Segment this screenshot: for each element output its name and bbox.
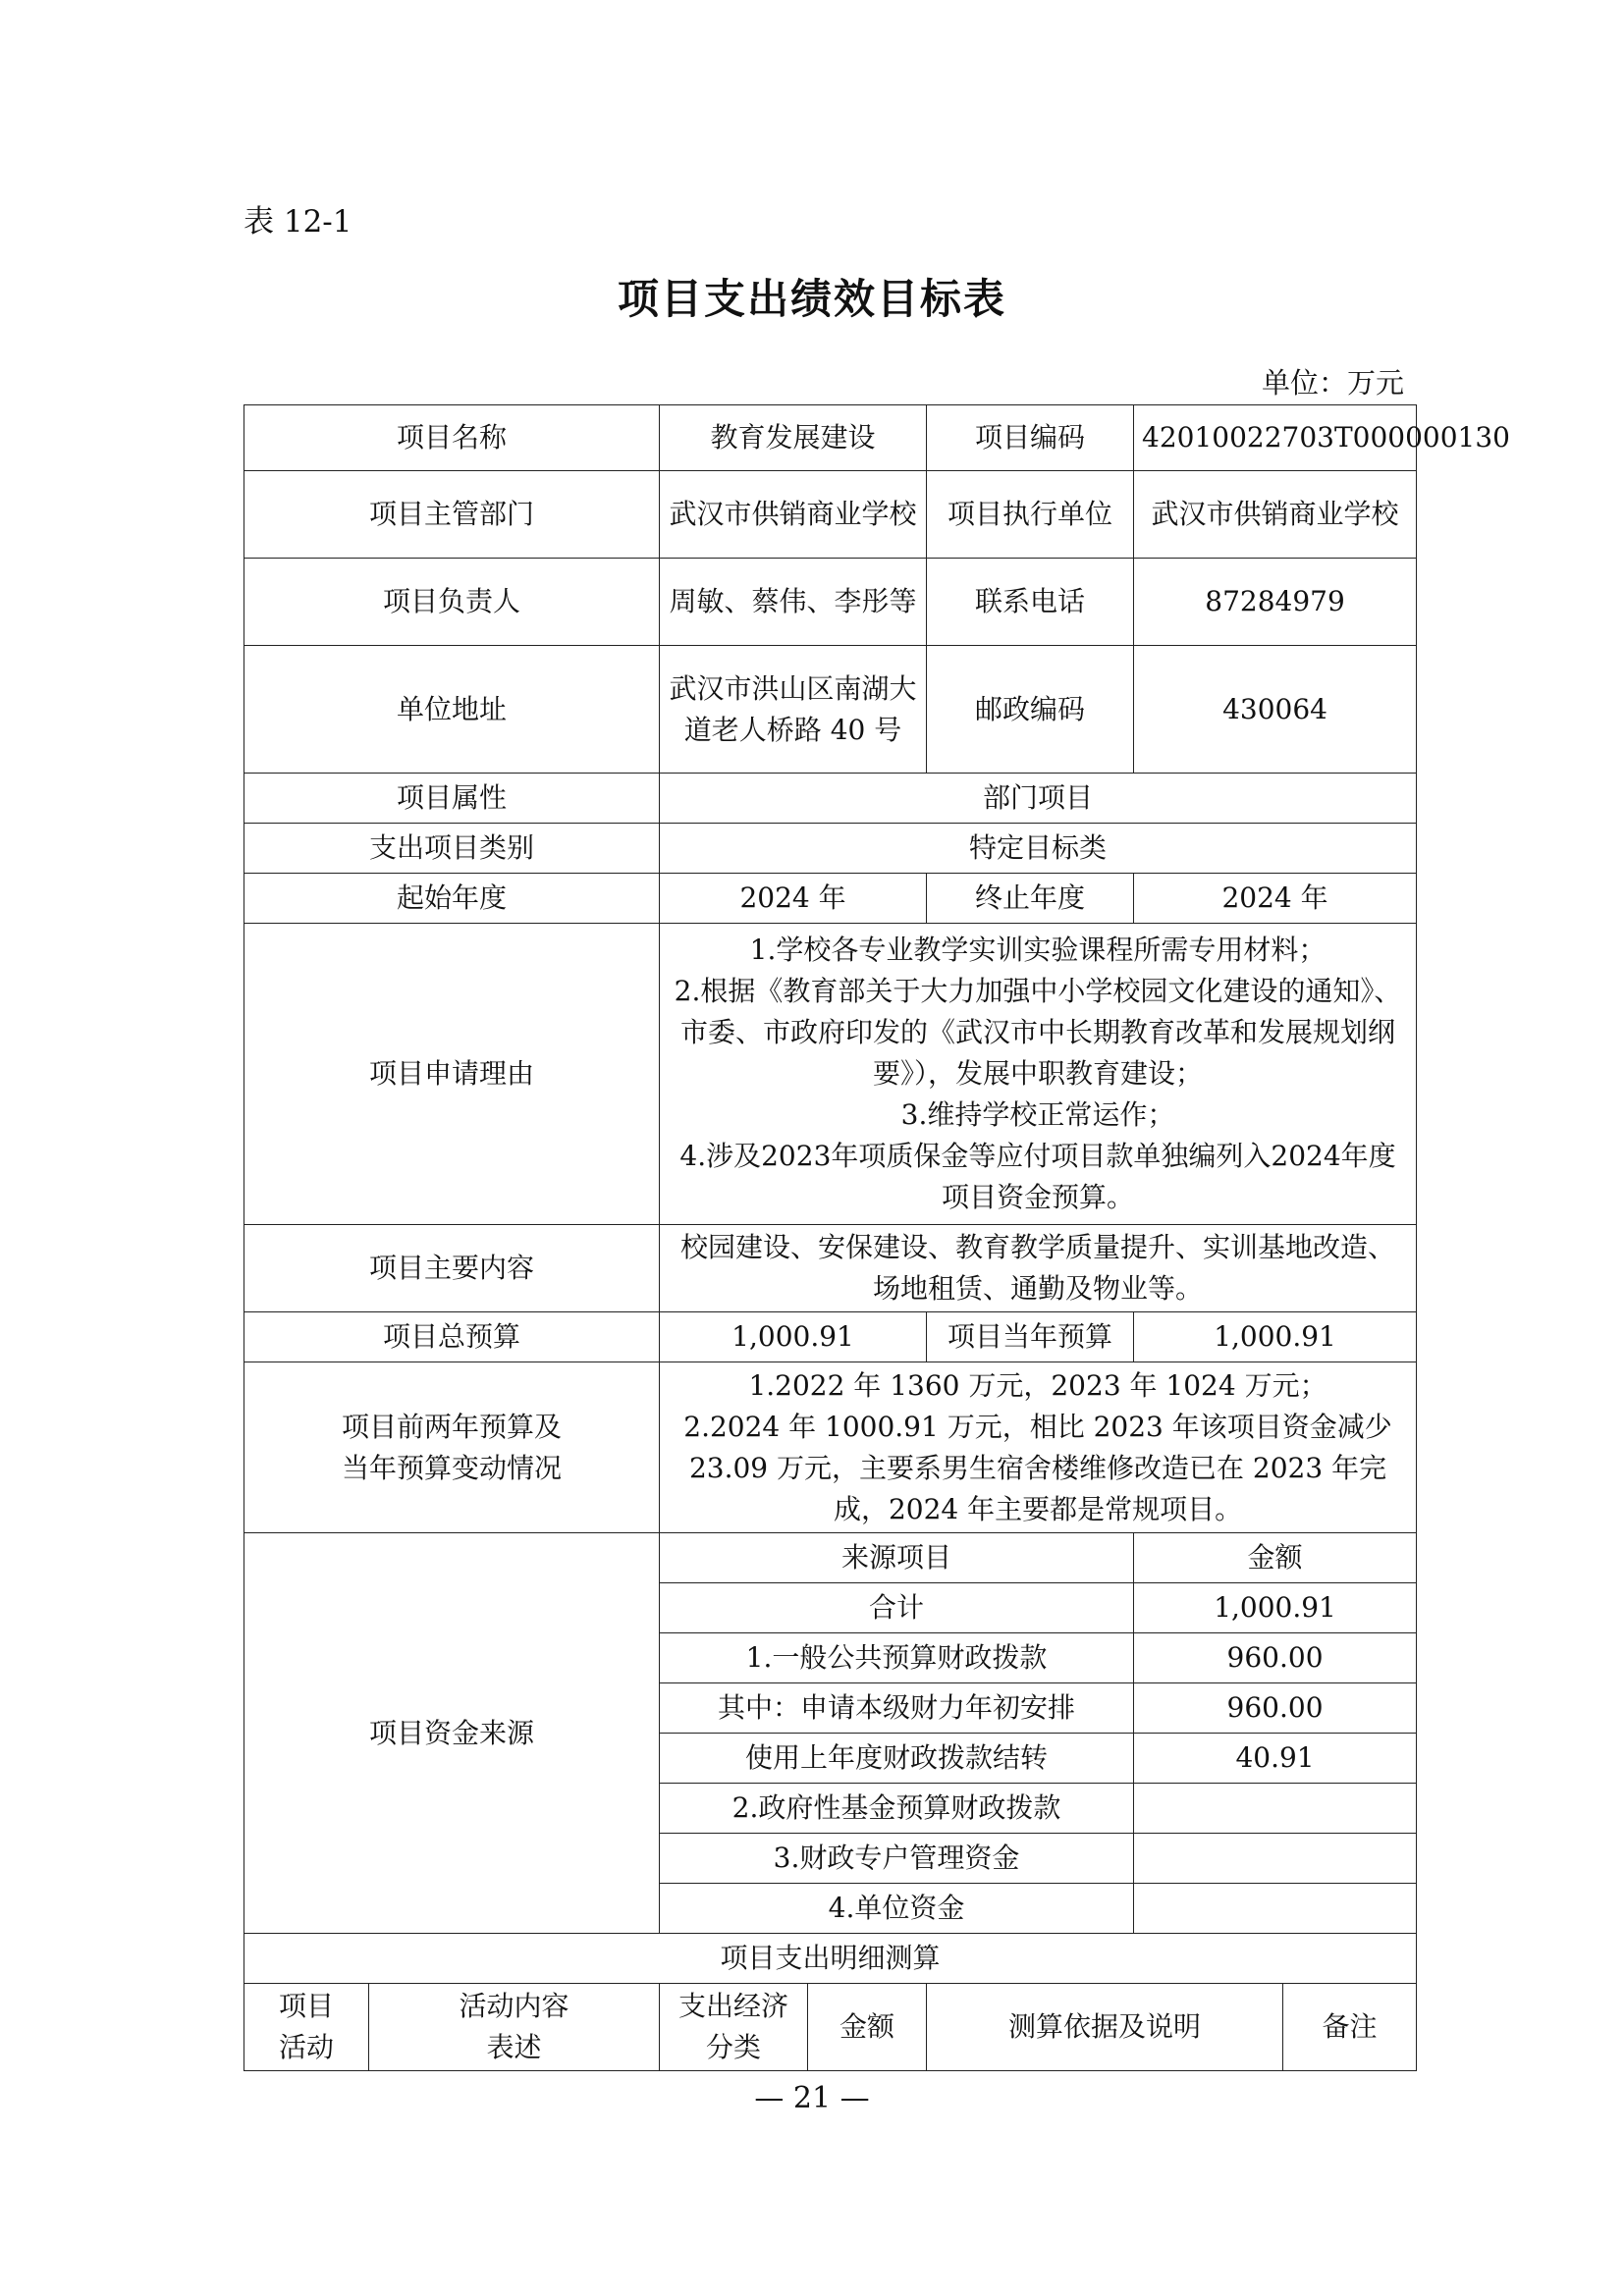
table-row (244, 471, 1417, 559)
reason-text (660, 924, 1417, 1225)
reason-label: 项目申请理由 (244, 924, 660, 1225)
project-code-value: 42010022703T000000130 (1134, 405, 1417, 471)
page-number: — 21 — (754, 2081, 870, 2115)
detail-header-amount: 金额 (808, 1984, 927, 2071)
funding-row-amount (1134, 1834, 1417, 1884)
detail-header-note: 备注 (1283, 1984, 1417, 2071)
attribute-label: 项目属性 (244, 774, 660, 824)
category-label: 支出项目类别 (244, 824, 660, 874)
funding-source-header: 来源项目 (660, 1533, 1134, 1583)
funding-row-name: 2.政府性基金预算财政拨款 (660, 1784, 1134, 1834)
current-budget-value: 1,000.91 (1134, 1312, 1417, 1362)
funding-row-amount: 40.91 (1134, 1734, 1417, 1784)
address-label: 单位地址 (244, 646, 660, 774)
end-year-label: 终止年度 (927, 874, 1134, 924)
detail-header-basis: 测算依据及说明 (927, 1984, 1283, 2071)
change-text (660, 1362, 1417, 1533)
reason-line-2: 2.根据《教育部关于大力加强中小学校园文化建设的通知》、市委、市政府印发的《武汉市中长期教育改革和发展规划纲要》），发展中职教育建设； (674, 975, 1402, 1090)
detail-header-econ-line-2: 分类 (706, 2031, 762, 2063)
detail-header-desc-line-1: 活动内容 (459, 1990, 569, 2022)
change-label-line-2: 当年预算变动情况 (342, 1451, 563, 1484)
detail-header-activity (244, 1984, 369, 2071)
detail-header-activity-line-2: 活动 (278, 2031, 334, 2063)
page-title: 项目支出绩效目标表 (617, 275, 1006, 323)
change-line-2: 2.2024 年 1000.91 万元，相比 2023 年该项目资金减少 23.09 万元，主要系男生宿舍楼维修改造已在 2023 年完成，2024 年主要都是常规项目。 (683, 1410, 1392, 1525)
postcode-label: 邮政编码 (927, 646, 1134, 774)
category-value: 特定目标类 (660, 824, 1417, 874)
funding-row-name: 4.单位资金 (660, 1884, 1134, 1934)
reason-line-4: 4.涉及2023年项质保金等应付项目款单独编列入2024年度项目资金预算。 (679, 1140, 1396, 1213)
detail-header-activity-line-1: 项目 (278, 1990, 334, 2022)
content-label: 项目主要内容 (244, 1225, 660, 1312)
leader-value: 周敏、蔡伟、李彤等 (660, 559, 927, 646)
table-row (244, 646, 1417, 774)
change-label (244, 1362, 660, 1533)
content-text: 校园建设、安保建设、教育教学质量提升、实训基地改造、场地租赁、通勤及物业等。 (660, 1225, 1417, 1312)
change-label-line-1: 项目前两年预算及 (342, 1410, 563, 1443)
funding-amount-header: 金额 (1134, 1533, 1417, 1583)
funding-row-amount: 1,000.91 (1134, 1583, 1417, 1633)
project-code-label: 项目编码 (927, 405, 1134, 471)
unit-label: 单位：万元 (1261, 366, 1404, 400)
detail-header-desc (369, 1984, 660, 2071)
project-name-value: 教育发展建设 (660, 405, 927, 471)
phone-value: 87284979 (1134, 559, 1417, 646)
table-row (244, 1362, 1417, 1533)
table-row (244, 1934, 1417, 1984)
funding-label: 项目资金来源 (244, 1533, 660, 1934)
funding-row-name: 3.财政专户管理资金 (660, 1834, 1134, 1884)
table-row (244, 874, 1417, 924)
dept-value: 武汉市供销商业学校 (660, 471, 927, 559)
table-row (244, 1533, 1417, 1583)
performance-target-table (244, 404, 1510, 2071)
total-budget-value: 1,000.91 (660, 1312, 927, 1362)
detail-header-econ-line-1: 支出经济 (678, 1990, 789, 2022)
funding-row-amount (1134, 1884, 1417, 1934)
phone-label: 联系电话 (927, 559, 1134, 646)
funding-row-name: 1.一般公共预算财政拨款 (660, 1633, 1134, 1683)
change-line-1: 1.2022 年 1360 万元，2023 年 1024 万元； (748, 1368, 1327, 1402)
funding-row-amount (1134, 1784, 1417, 1834)
table-row (244, 1984, 1417, 2071)
funding-row-name: 其中：申请本级财力年初安排 (660, 1683, 1134, 1734)
start-year-label: 起始年度 (244, 874, 660, 924)
table-label: 表 12-1 (244, 204, 352, 240)
dept-label: 项目主管部门 (244, 471, 660, 559)
project-name-label: 项目名称 (244, 405, 660, 471)
detail-title: 项目支出明细测算 (244, 1934, 1417, 1984)
table-row (244, 774, 1417, 824)
attribute-value: 部门项目 (660, 774, 1417, 824)
start-year-value: 2024 年 (660, 874, 927, 924)
table-row (244, 824, 1417, 874)
reason-line-3: 3.维持学校正常运作； (900, 1098, 1175, 1131)
funding-row-amount: 960.00 (1134, 1683, 1417, 1734)
reason-line-1: 1.学校各专业教学实训实验课程所需专用材料； (749, 934, 1326, 966)
table-row (244, 405, 1417, 471)
total-budget-label: 项目总预算 (244, 1312, 660, 1362)
detail-header-desc-line-2: 表述 (486, 2031, 542, 2063)
detail-header-econ (660, 1984, 808, 2071)
funding-row-name: 使用上年度财政拨款结转 (660, 1734, 1134, 1784)
current-budget-label: 项目当年预算 (927, 1312, 1134, 1362)
leader-label: 项目负责人 (244, 559, 660, 646)
table-row (244, 1225, 1417, 1312)
table-row (244, 924, 1417, 1225)
end-year-value: 2024 年 (1134, 874, 1417, 924)
table-row (244, 559, 1417, 646)
table-row (244, 1312, 1417, 1362)
funding-row-amount: 960.00 (1134, 1633, 1417, 1683)
exec-unit-label: 项目执行单位 (927, 471, 1134, 559)
address-value: 武汉市洪山区南湖大道老人桥路 40 号 (660, 646, 927, 774)
funding-row-name: 合计 (660, 1583, 1134, 1633)
postcode-value: 430064 (1134, 646, 1417, 774)
exec-unit-value: 武汉市供销商业学校 (1134, 471, 1417, 559)
